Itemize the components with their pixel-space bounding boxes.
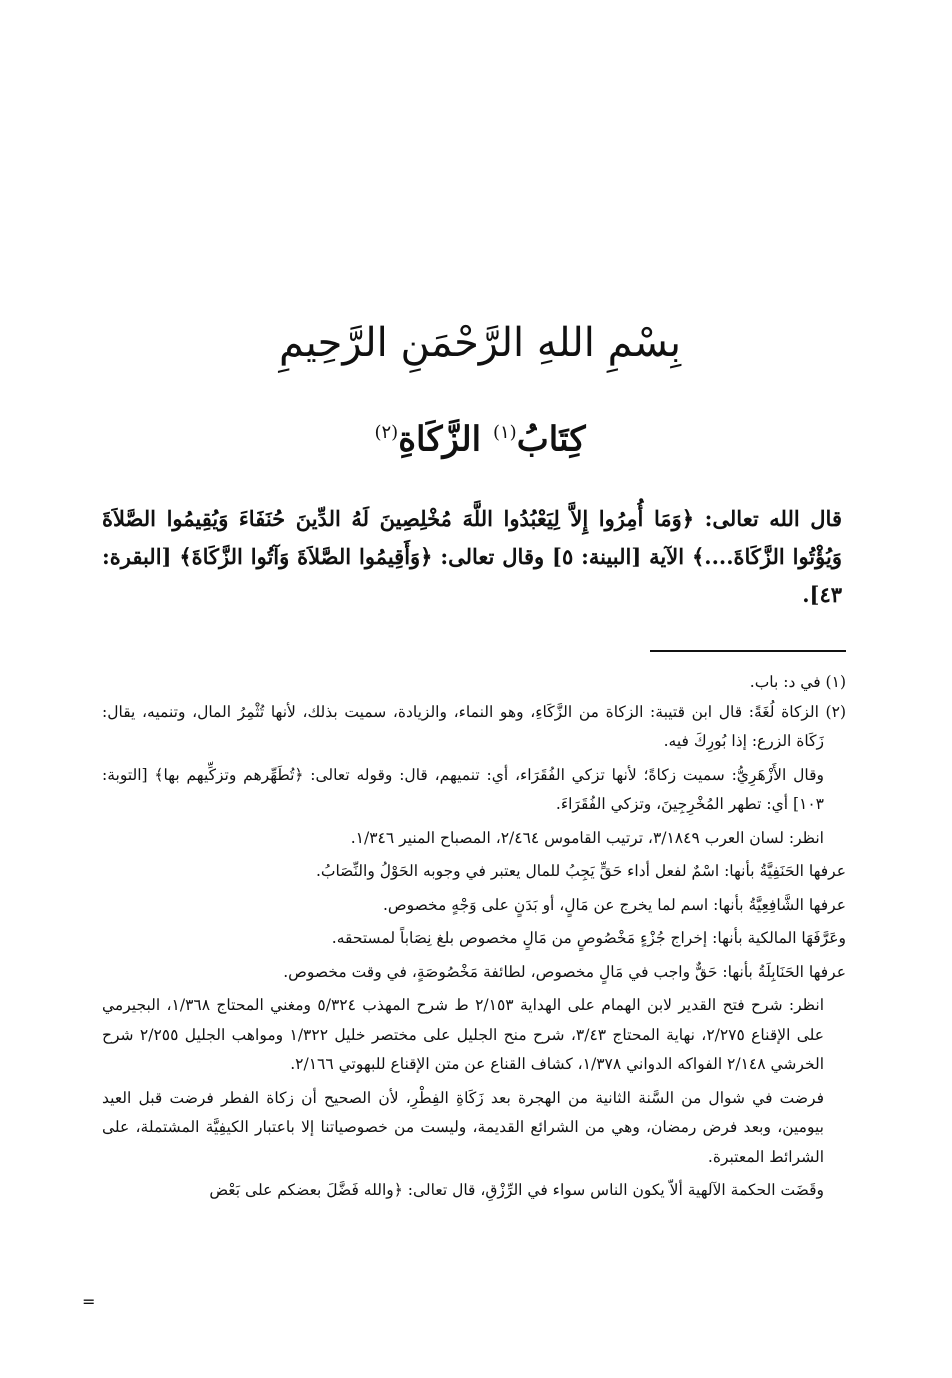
basmala-heading: بِسْمِ اللهِ الرَّحْمَنِ الرَّحِيمِ [278,320,682,366]
footnote-2-azhari: وقال الأَزْهَرِيُّ: سميت زكاةً؛ لأنها تزكي الفُقَرَاء، أي: تنميهم، قال: وقوله تعالى: ﴿تُطَهِّرهم وتزكِّيهم بها﴾ [التوبة: ١٠٣] أي: تطهر المُخْرِجِينَ، وتزكي الفُقَرَاءَ. [102,765,824,813]
footnote-ref-2: (٢) [374,422,399,443]
main-paragraph: قال الله تعالى: ﴿وَمَا أُمِرُوا إِلاَّ لِيَعْبُدُوا اللَّهَ مُخْلِصِينَ لَهُ الدِّينَ حُنَفَاءَ وَيُقِيمُوا الصَّلاَةَ وَيُؤْتُوا الزَّكَاةَ....﴾ الآية [البينة: ٥] وقال تعالى: ﴿وَأَقِيمُوا الصَّلاَةَ وَآتُوا الزَّكَاةَ﴾ [البقرة: ٤٣]. [102,506,842,607]
footnote-2-history: فرضت في شوال من السَّنة الثانية من الهجرة بعد زَكَاةِ الفِطْرِ، لأن الصحيح أن زكاة الفطر فرضت قبل العيد بيومين، وبعد فرض رمضان، وهي من الشرائع القديمة، وليست من خصوصياتنا إلا باعتبار الكيفِيَّة المشتملة، على الشرائط المعتبرة. [102,1088,824,1166]
footnote-separator [650,650,846,652]
footnote-2-sources: انظر: لسان العرب ٣/١٨٤٩، ترتيب القاموس ٢/٤٦٤، المصباح المنير ١/٣٤٦. [350,828,824,847]
title-word-zakat: الزَّكَاةِ [398,419,482,460]
footnote-ref-1: (١) [492,422,517,443]
chapter-title [300,408,660,464]
footnote-2-wisdom: وقَضَت الحكمة الآلهية ألاّ يكون الناس سواء في الرِّزْقِ، قال تعالى: ﴿والله فَضَّلَ بعضكم على بَعْض [209,1181,824,1199]
footnote-2-shafii: عرفها الشَّافِعِيَّةُ بأنها: اسم لما يخرج عن مَالٍ، أو بَدَنٍ على وَجْهٍ مخصوص. [382,895,846,914]
continuation-mark: = [82,1292,96,1311]
footnote-2-references: انظر: شرح فتح القدير لابن الهمام على الهداية ٢/١٥٣ ط شرح المهذب ٥/٣٢٤ ومغني المحتاج ١/٣٦٨، البجيرمي على الإقناع ٢/٢٧٥، نهاية المحتاج ٣/٤٣، شرح منح الجليل على مختصر خليل ١/٣٢٢ ومواهب الجليل ٢/٢٥٥ شرح الخرشي ٢/١٤٨ الفواكه الدواني ١/٣٧٨، كشاف القناع عن متن الإقناع للبهوتي ٢/١٦٦. [102,996,825,1073]
footnote-1: (١) في د: باب. [749,673,846,691]
footnote-2-hanbali: عرفها الحَنَابِلَةُ بأنها: حَقٌّ واجب في مَالٍ مخصوص، لطائفة مَخْصُوصَةٍ، في وقت مخصوص. [283,962,846,981]
footnotes [102,668,846,1206]
footnote-2-hanafi: عرفها الحَنَفِيَّةُ بأنها: اسْمٌ لفعل أداء حَقٍّ يَجِبُ للمال يعتبر في وجوبه الحَوْلُ والنِّصَابُ. [315,862,846,880]
footnote-2-definition: (٢) الزكاة لُغَةً: قال ابن قتيبة: الزكاة من الزَّكَاءِ، وهو النماء، والزيادة، سميت بذلك، لأنها تُثْمِرُ المال، وتنميه، يقال: زَكَاة الزرع: إذا بُورِكَ فيه. [102,702,846,750]
footnote-2-maliki: وعَرَّفَهَا المالكية بأنها: إخراج جُزْءٍ مَخْصُوصٍ من مَالٍ مخصوص بلغ نِصَاباً لمستحقه. [331,929,846,947]
title-word-kitab: كِتَابُ [516,419,586,460]
